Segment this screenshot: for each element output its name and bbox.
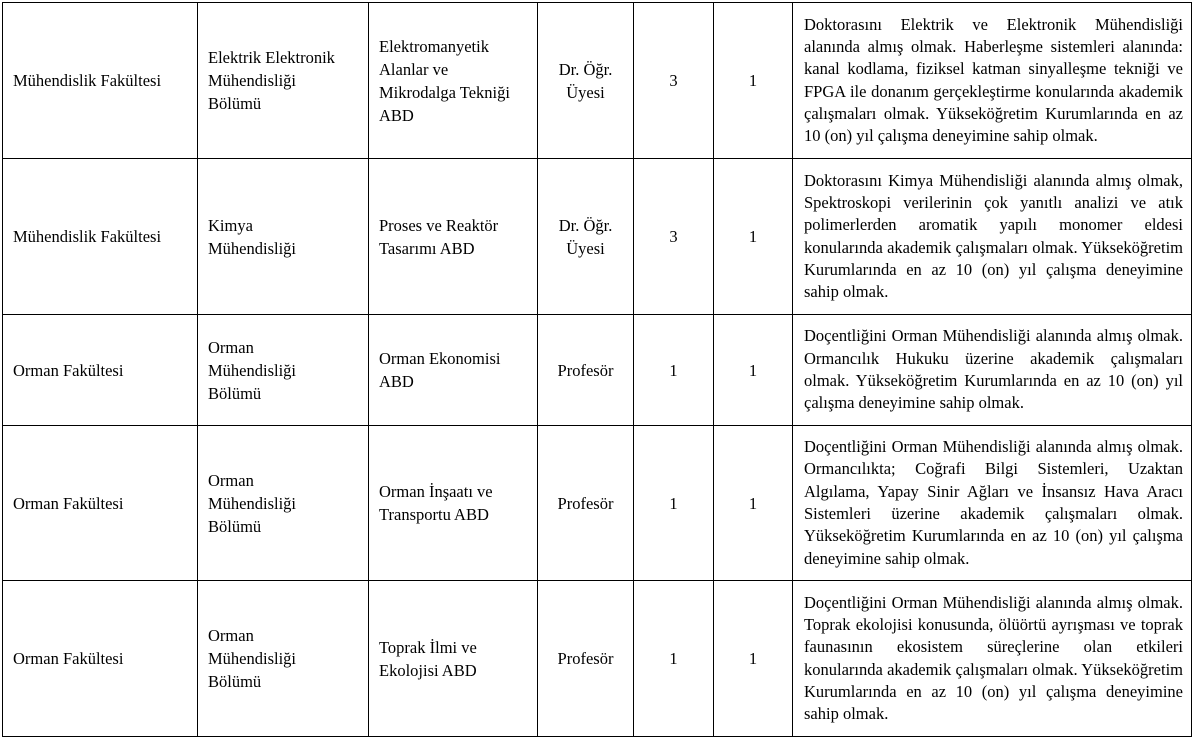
department-line: Mühendisliği [208, 238, 297, 258]
abd-cell [369, 3, 538, 159]
department-cell [198, 315, 369, 426]
title-line: Dr. Öğr. [558, 59, 613, 79]
table-row [3, 426, 1192, 581]
department-cell [198, 3, 369, 159]
faculty-cell [3, 3, 198, 159]
faculty-name: Orman Fakültesi [13, 493, 124, 513]
abd-line: ABD [379, 105, 414, 125]
abd-line: Proses ve Reaktör [379, 215, 499, 235]
count-a: 3 [669, 227, 678, 246]
requirement-text: Doçentliğini Orman Mühendisliği alanında almış olmak. Toprak ekolojisi konusunda, ölüörtü ayrışması ve toprak faunasının ekosistem süreçlerine olan etkileri konularında akademik çalışmaları olmak. Yükseköğretim Kurumlarında en az 10 (on) yıl çalışma deneyimine sahip olmak. [804, 592, 1183, 724]
count-a-cell [634, 159, 714, 315]
abd-cell [369, 581, 538, 737]
department-line: Orman [208, 626, 254, 645]
requirement-cell [793, 315, 1192, 426]
abd-line: ABD [379, 372, 414, 391]
requirement-text: Doçentliğini Orman Mühendisliği alanında almış olmak. Ormancılıkta; Coğrafi Bilgi Sistemleri, Uzaktan Algılama, Yapay Sinir Ağları ve İnsansız Hava Aracı Sistemleri üzerine akademik çalışmaları olmak. Yükseköğretim Kurumlarında en az 10 (on) yıl çalışma deneyimine sahip olmak. [804, 437, 1183, 568]
count-b-cell [714, 315, 793, 426]
count-a: 3 [669, 71, 678, 90]
count-a-cell [634, 3, 714, 159]
count-b-cell [714, 3, 793, 159]
faculty-cell [3, 159, 198, 315]
title-line: Profesör [557, 360, 614, 380]
title-cell [538, 315, 634, 426]
abd-line: Orman İnşaatı ve [379, 482, 493, 501]
table-row [3, 581, 1192, 737]
faculty-name: Mühendislik Fakültesi [13, 227, 162, 246]
title-line: Dr. Öğr. [558, 215, 613, 235]
department-line: Orman [208, 470, 254, 490]
requirement-text: Doktorasını Elektrik ve Elektronik Mühendisliği alanında almış olmak. Haberleşme sistemleri alanında: kanal kodlama, fiziksel katman sinyalleşme tekniği ve FPGA ile donanım gerçekleştirme konularında akademik çalışmaları olmak. Yükseköğretim Kurumlarında en az 10 (on) yıl çalışma deneyimine sahip olmak. [804, 14, 1183, 146]
faculty-name: Mühendislik Fakültesi [13, 71, 162, 90]
abd-cell [369, 426, 538, 581]
count-b: 1 [748, 649, 758, 668]
count-a: 1 [669, 493, 678, 513]
count-b: 1 [748, 360, 758, 380]
count-a: 1 [669, 649, 678, 668]
department-cell [198, 159, 369, 315]
abd-line: Ekolojisi ABD [379, 660, 477, 680]
count-b-cell [714, 581, 793, 737]
title-cell [538, 581, 634, 737]
count-b: 1 [748, 71, 758, 90]
title-line: Üyesi [566, 82, 605, 102]
abd-cell [369, 315, 538, 426]
count-b-cell [714, 426, 793, 581]
positions-table [2, 2, 1192, 737]
requirement-text: Doçentliğini Orman Mühendisliği alanında almış olmak. Ormancılık Hukuku üzerine akademik çalışmaları olmak. Yükseköğretim Kurumlarında en az 10 (on) yıl çalışma deneyimine sahip olmak. [804, 326, 1183, 413]
table-row [3, 315, 1192, 426]
abd-line: Elektromanyetik [379, 36, 489, 56]
count-a-cell [634, 581, 714, 737]
abd-cell [369, 159, 538, 315]
department-cell [198, 581, 369, 737]
abd-line: Toprak İlmi ve [379, 637, 477, 657]
abd-line: Orman Ekonomisi [379, 349, 501, 368]
table-row [3, 159, 1192, 315]
count-b: 1 [748, 493, 758, 513]
department-line: Kimya [208, 215, 253, 235]
count-b-cell [714, 159, 793, 315]
abd-line: Alanlar ve [379, 59, 449, 79]
count-a: 1 [669, 360, 678, 380]
requirement-cell [793, 3, 1192, 159]
requirement-text: Doktorasını Kimya Mühendisliği alanında almış olmak, Spektroskopi verilerinin çok yanıtlı analizi ve atık polimerlerden aromatik yapılı monomer eldesi konularında akademik çalışmaları olmak. Yükseköğretim Kurumlarında en az 10 (on) yıl çalışma deneyimine sahip olmak. [804, 170, 1183, 302]
faculty-name: Orman Fakültesi [13, 360, 124, 380]
department-line: Mühendisliği [208, 71, 297, 90]
title-cell [538, 3, 634, 159]
department-line: Bölümü [208, 516, 262, 536]
department-line: Mühendisliği [208, 649, 297, 668]
count-b: 1 [748, 227, 758, 246]
count-a-cell [634, 426, 714, 581]
abd-line: Tasarımı ABD [379, 238, 475, 258]
faculty-cell [3, 315, 198, 426]
title-line: Profesör [557, 649, 614, 668]
department-line: Bölümü [208, 383, 262, 403]
faculty-name: Orman Fakültesi [13, 649, 124, 668]
faculty-cell [3, 581, 198, 737]
table-row [3, 3, 1192, 159]
requirement-cell [793, 581, 1192, 737]
count-a-cell [634, 315, 714, 426]
department-line: Bölümü [208, 672, 262, 691]
department-line: Bölümü [208, 94, 262, 113]
abd-line: Transportu ABD [379, 505, 489, 524]
requirement-cell [793, 426, 1192, 581]
abd-line: Mikrodalga Tekniği [379, 82, 510, 102]
faculty-cell [3, 426, 198, 581]
title-cell [538, 159, 634, 315]
title-line: Üyesi [566, 238, 605, 258]
title-cell [538, 426, 634, 581]
department-line: Elektrik Elektronik [208, 48, 335, 67]
requirement-cell [793, 159, 1192, 315]
department-line: Mühendisliği [208, 493, 297, 513]
department-cell [198, 426, 369, 581]
title-line: Profesör [557, 493, 614, 513]
department-line: Orman [208, 337, 254, 357]
department-line: Mühendisliği [208, 360, 297, 380]
